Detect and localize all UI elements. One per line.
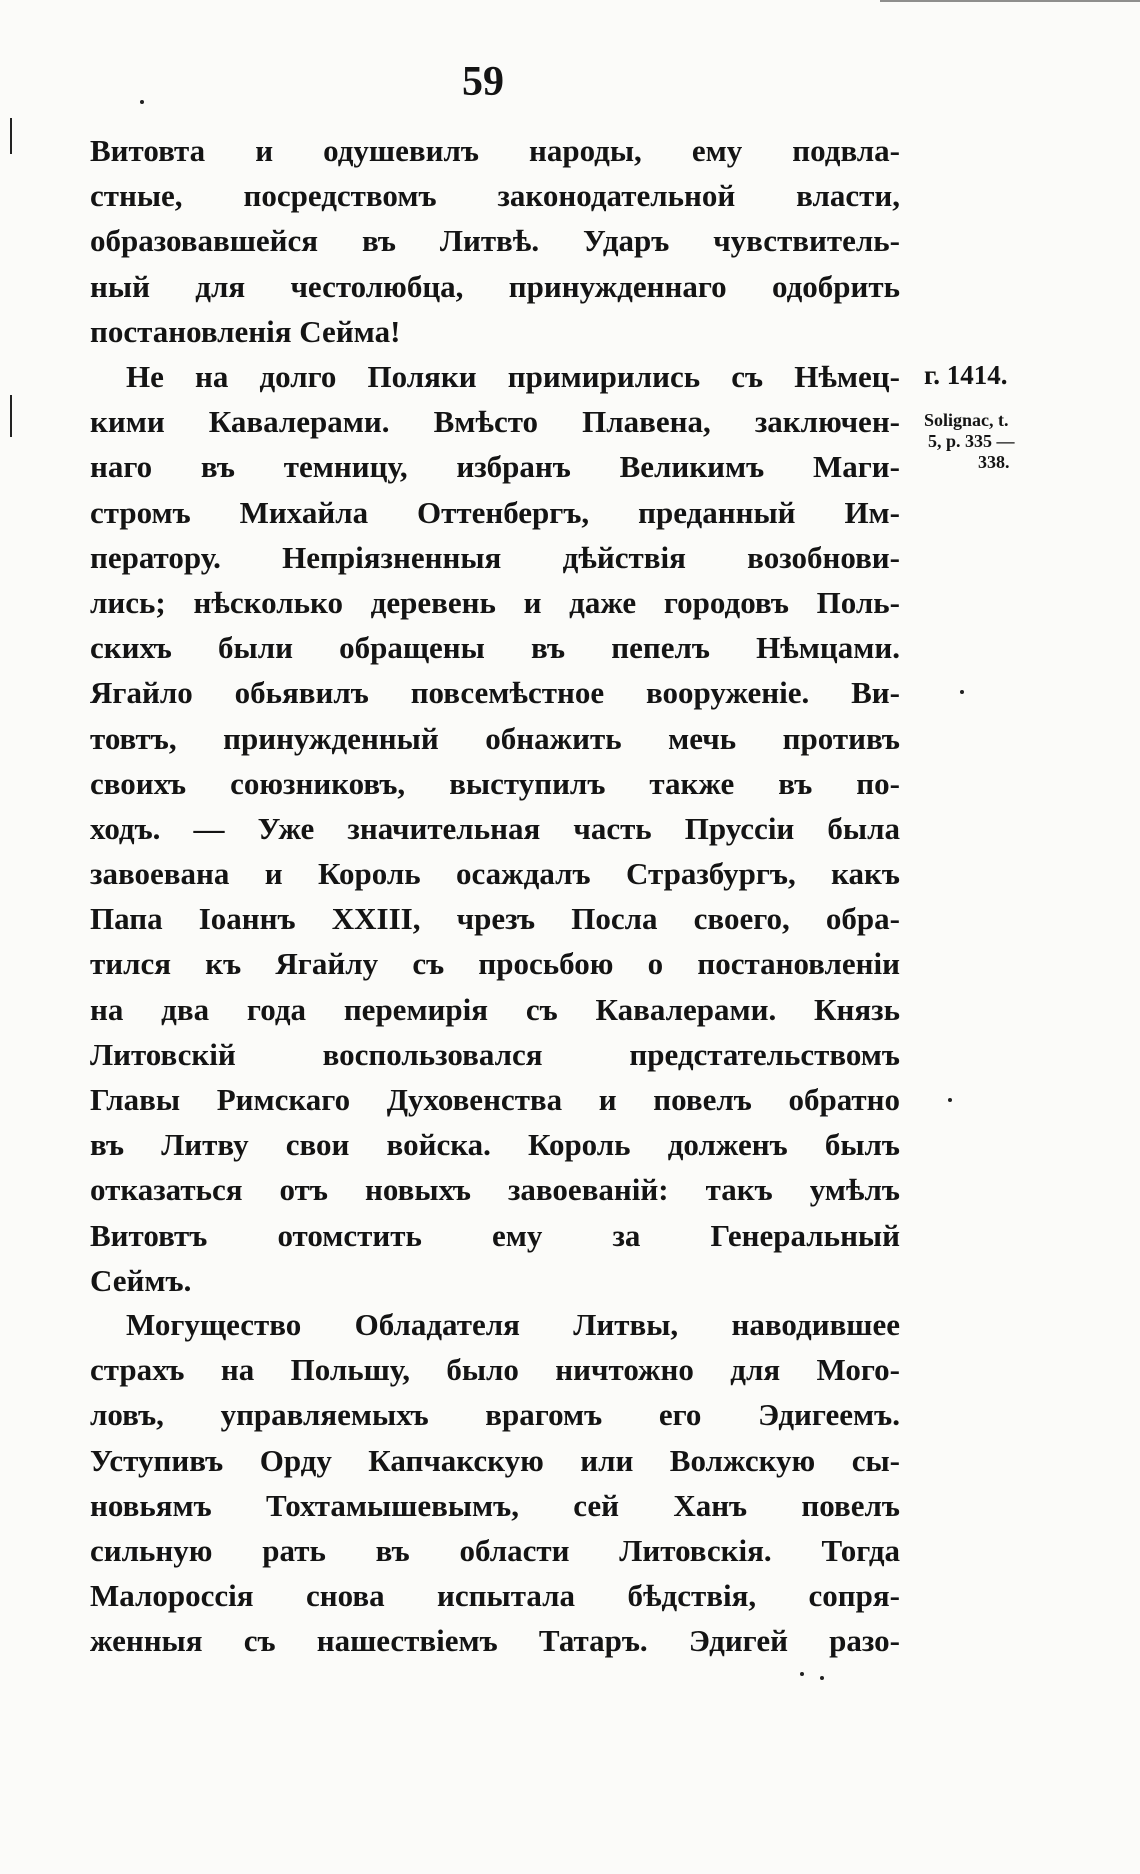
- text-line: Витовтъ отомстить ему за Генеральный: [90, 1217, 900, 1253]
- margin-ref-line: 5, p. 335 —: [928, 431, 1015, 451]
- text-line: завоевана и Король осаждалъ Стразбургъ, какъ: [90, 856, 900, 892]
- text-line: лись; нѣсколько деревень и даже городовъ Поль-: [90, 584, 900, 620]
- margin-reference-note: [924, 410, 1032, 473]
- margin-ref-line: 338.: [978, 452, 1010, 472]
- text-line: ператору. Непріязненныя дѣйствія возобнови-: [90, 539, 900, 575]
- text-line: ловъ, управляемыхъ врагомъ его Эдигеемъ.: [90, 1397, 900, 1433]
- paragraph-3: [90, 1302, 900, 1664]
- scan-speck: [140, 100, 144, 104]
- text-line: Главы Римскаго Духовенства и повелъ обратно: [90, 1082, 900, 1117]
- scan-speck: [960, 690, 964, 694]
- paragraph-2: [90, 354, 900, 1303]
- text-line: наго въ темницу, избранъ Великимъ Маги-: [90, 449, 900, 485]
- page-number: 59: [462, 59, 504, 105]
- text-line: Витовта и одушевилъ народы, ему подвла-: [90, 133, 900, 168]
- margin-year-note: г. 1414.: [924, 360, 1008, 390]
- text-line: сильную рать въ области Литовскія. Тогда: [90, 1532, 900, 1568]
- text-line: Не на долго Поляки примирились съ Нѣмец-: [126, 359, 900, 394]
- scan-speck: [948, 1098, 952, 1102]
- scan-speck: [820, 1676, 824, 1680]
- text-line: Литовскій воспользовался предстательствомъ: [90, 1036, 900, 1072]
- text-line: тился къ Ягайлу съ просьбою о постановленіи: [90, 946, 900, 982]
- text-line: женныя съ нашествіемъ Татаръ. Эдигей разо-: [90, 1623, 900, 1659]
- text-line: Сеймъ.: [90, 1262, 192, 1298]
- text-line: стные, посредствомъ законодательной власти,: [90, 178, 900, 214]
- text-line: кими Кавалерами. Вмѣсто Плавена, заключен-: [90, 404, 900, 440]
- scan-edge-mark: [10, 395, 12, 437]
- text-line: въ Литву свои войска. Король долженъ былъ: [90, 1127, 900, 1163]
- text-line: на два года перемирія съ Кавалерами. Князь: [90, 991, 900, 1027]
- text-line: Уступивъ Орду Капчакскую или Волжскую сы-: [90, 1442, 900, 1478]
- text-line: стромъ Михайла Оттенбергъ, преданный Им-: [90, 494, 900, 530]
- scan-speck: [800, 1672, 804, 1676]
- text-line: ходъ. — Уже значительная часть Пруссіи была: [90, 810, 900, 846]
- text-line: товтъ, принужденный обнажить мечь противъ: [90, 720, 900, 756]
- margin-ref-line: Solignac, t.: [924, 410, 1009, 430]
- text-line: Малороссія снова испытала бѣдствія, сопря-: [90, 1578, 900, 1614]
- text-line: Папа Іоаннъ XXIII, чрезъ Посла своего, обра-: [90, 901, 900, 937]
- text-line: своихъ союзниковъ, выступилъ также въ по-: [90, 765, 900, 801]
- text-line: скихъ были обращены въ пепелъ Нѣмцами.: [90, 630, 900, 666]
- paragraph-1: [90, 128, 900, 354]
- text-line: страхъ на Польшу, было ничтожно для Мого-: [90, 1352, 900, 1388]
- text-line: Могущество Обладателя Литвы, наводившее: [126, 1307, 900, 1342]
- text-line: новьямъ Тохтамышевымъ, сей Ханъ повелъ: [90, 1487, 900, 1523]
- text-line: отказаться отъ новыхъ завоеваній: такъ умѣлъ: [90, 1172, 900, 1208]
- scan-edge-mark: [880, 0, 1140, 2]
- text-line: образовавшейся въ Литвѣ. Ударъ чувствитель-: [90, 223, 900, 259]
- text-line: Ягайло обьявилъ повсемѣстное вооруженіе. Ви-: [90, 675, 900, 711]
- text-line: ный для честолюбца, принужденнаго одобрить: [90, 268, 900, 304]
- scan-edge-mark: [10, 118, 12, 154]
- text-line: постановленія Сейма!: [90, 313, 401, 349]
